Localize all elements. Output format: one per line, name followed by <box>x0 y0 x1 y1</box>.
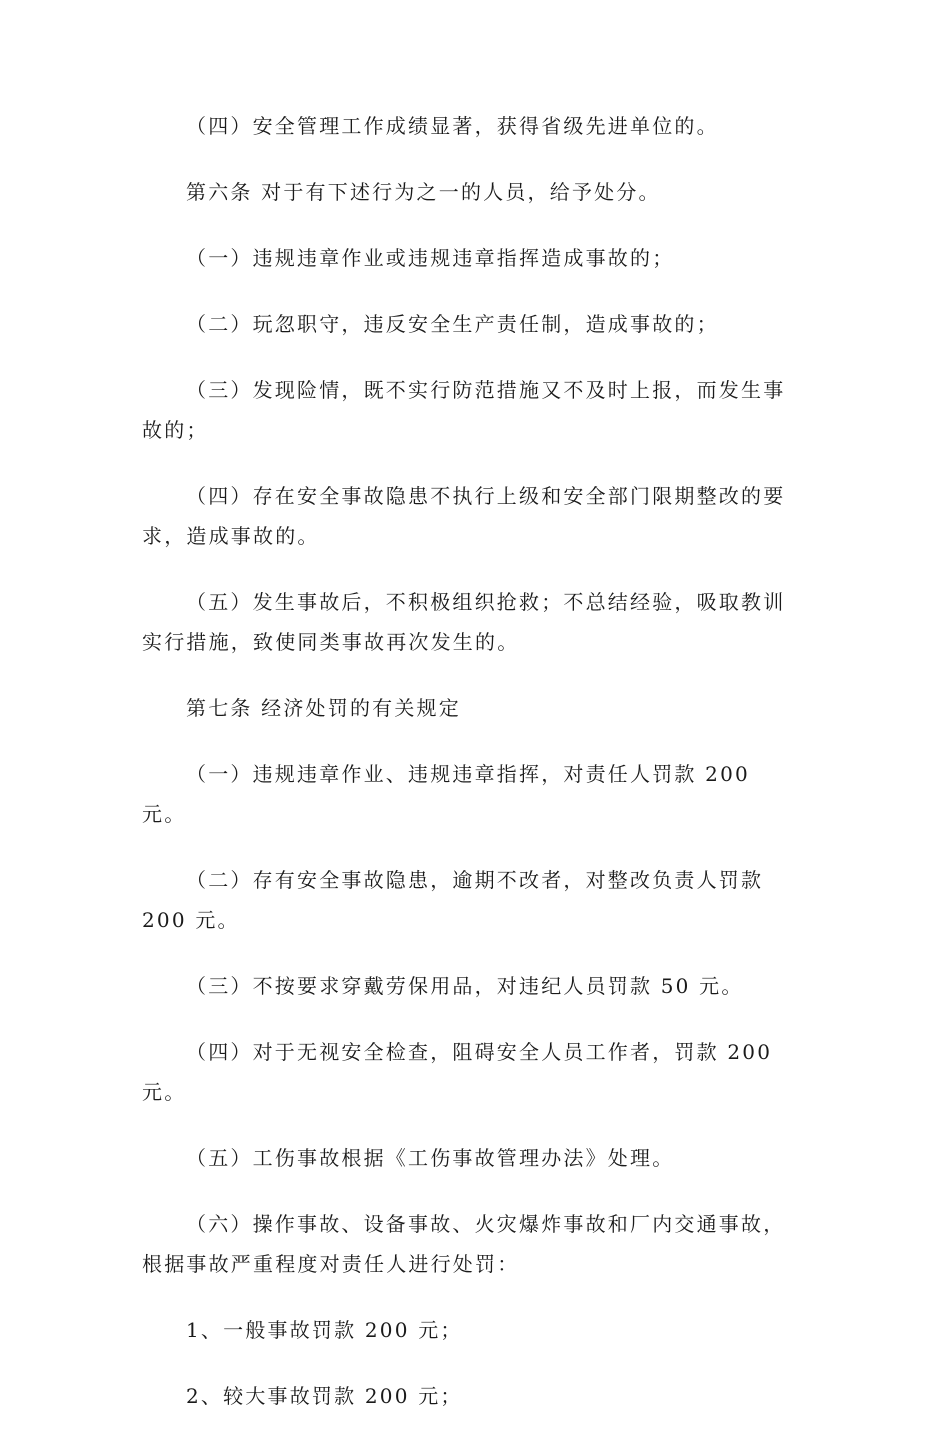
paragraph-fine-item-4: （四）对于无视安全检查，阻碍安全人员工作者，罚款 200 元。 <box>142 1040 773 1104</box>
paragraph-penalty-item-3: （三）发现险情，既不实行防范措施又不及时上报，而发生事故的； <box>142 378 786 442</box>
article-6-heading: 第六条 对于有下述行为之一的人员，给予处分。 <box>186 180 661 204</box>
document-body <box>142 106 794 1442</box>
paragraph-fine-item-1: （一）违规违章作业、违规违章指挥，对责任人罚款 200 元。 <box>142 762 750 826</box>
paragraph-honor-item-4: （四）安全管理工作成绩显著，获得省级先进单位的。 <box>186 114 719 138</box>
list-item-major-accident: 2、较大事故罚款 200 元； <box>186 1384 463 1408</box>
paragraph-penalty-item-2: （二）玩忽职守，违反安全生产责任制，造成事故的； <box>186 312 719 336</box>
paragraph-penalty-item-5: （五）发生事故后，不积极组织抢救；不总结经验，吸取教训实行措施，致使同类事故再次发生的。 <box>142 590 786 654</box>
paragraph-penalty-item-4: （四）存在安全事故隐患不执行上级和安全部门限期整改的要求，造成事故的。 <box>142 484 786 548</box>
paragraph-penalty-item-1: （一）违规违章作业或违规违章指挥造成事故的； <box>186 246 675 270</box>
paragraph-fine-item-5: （五）工伤事故根据《工伤事故管理办法》处理。 <box>186 1146 675 1170</box>
paragraph-fine-item-2: （二）存有安全事故隐患，逾期不改者，对整改负责人罚款 200 元。 <box>142 868 764 932</box>
paragraph-fine-item-3: （三）不按要求穿戴劳保用品，对违纪人员罚款 50 元。 <box>186 974 744 998</box>
article-7-heading: 第七条 经济处罚的有关规定 <box>186 696 461 720</box>
paragraph-fine-item-6: （六）操作事故、设备事故、火灾爆炸事故和厂内交通事故，根据事故严重程度对责任人进行处罚： <box>142 1212 786 1276</box>
list-item-general-accident: 1、一般事故罚款 200 元； <box>186 1318 463 1342</box>
